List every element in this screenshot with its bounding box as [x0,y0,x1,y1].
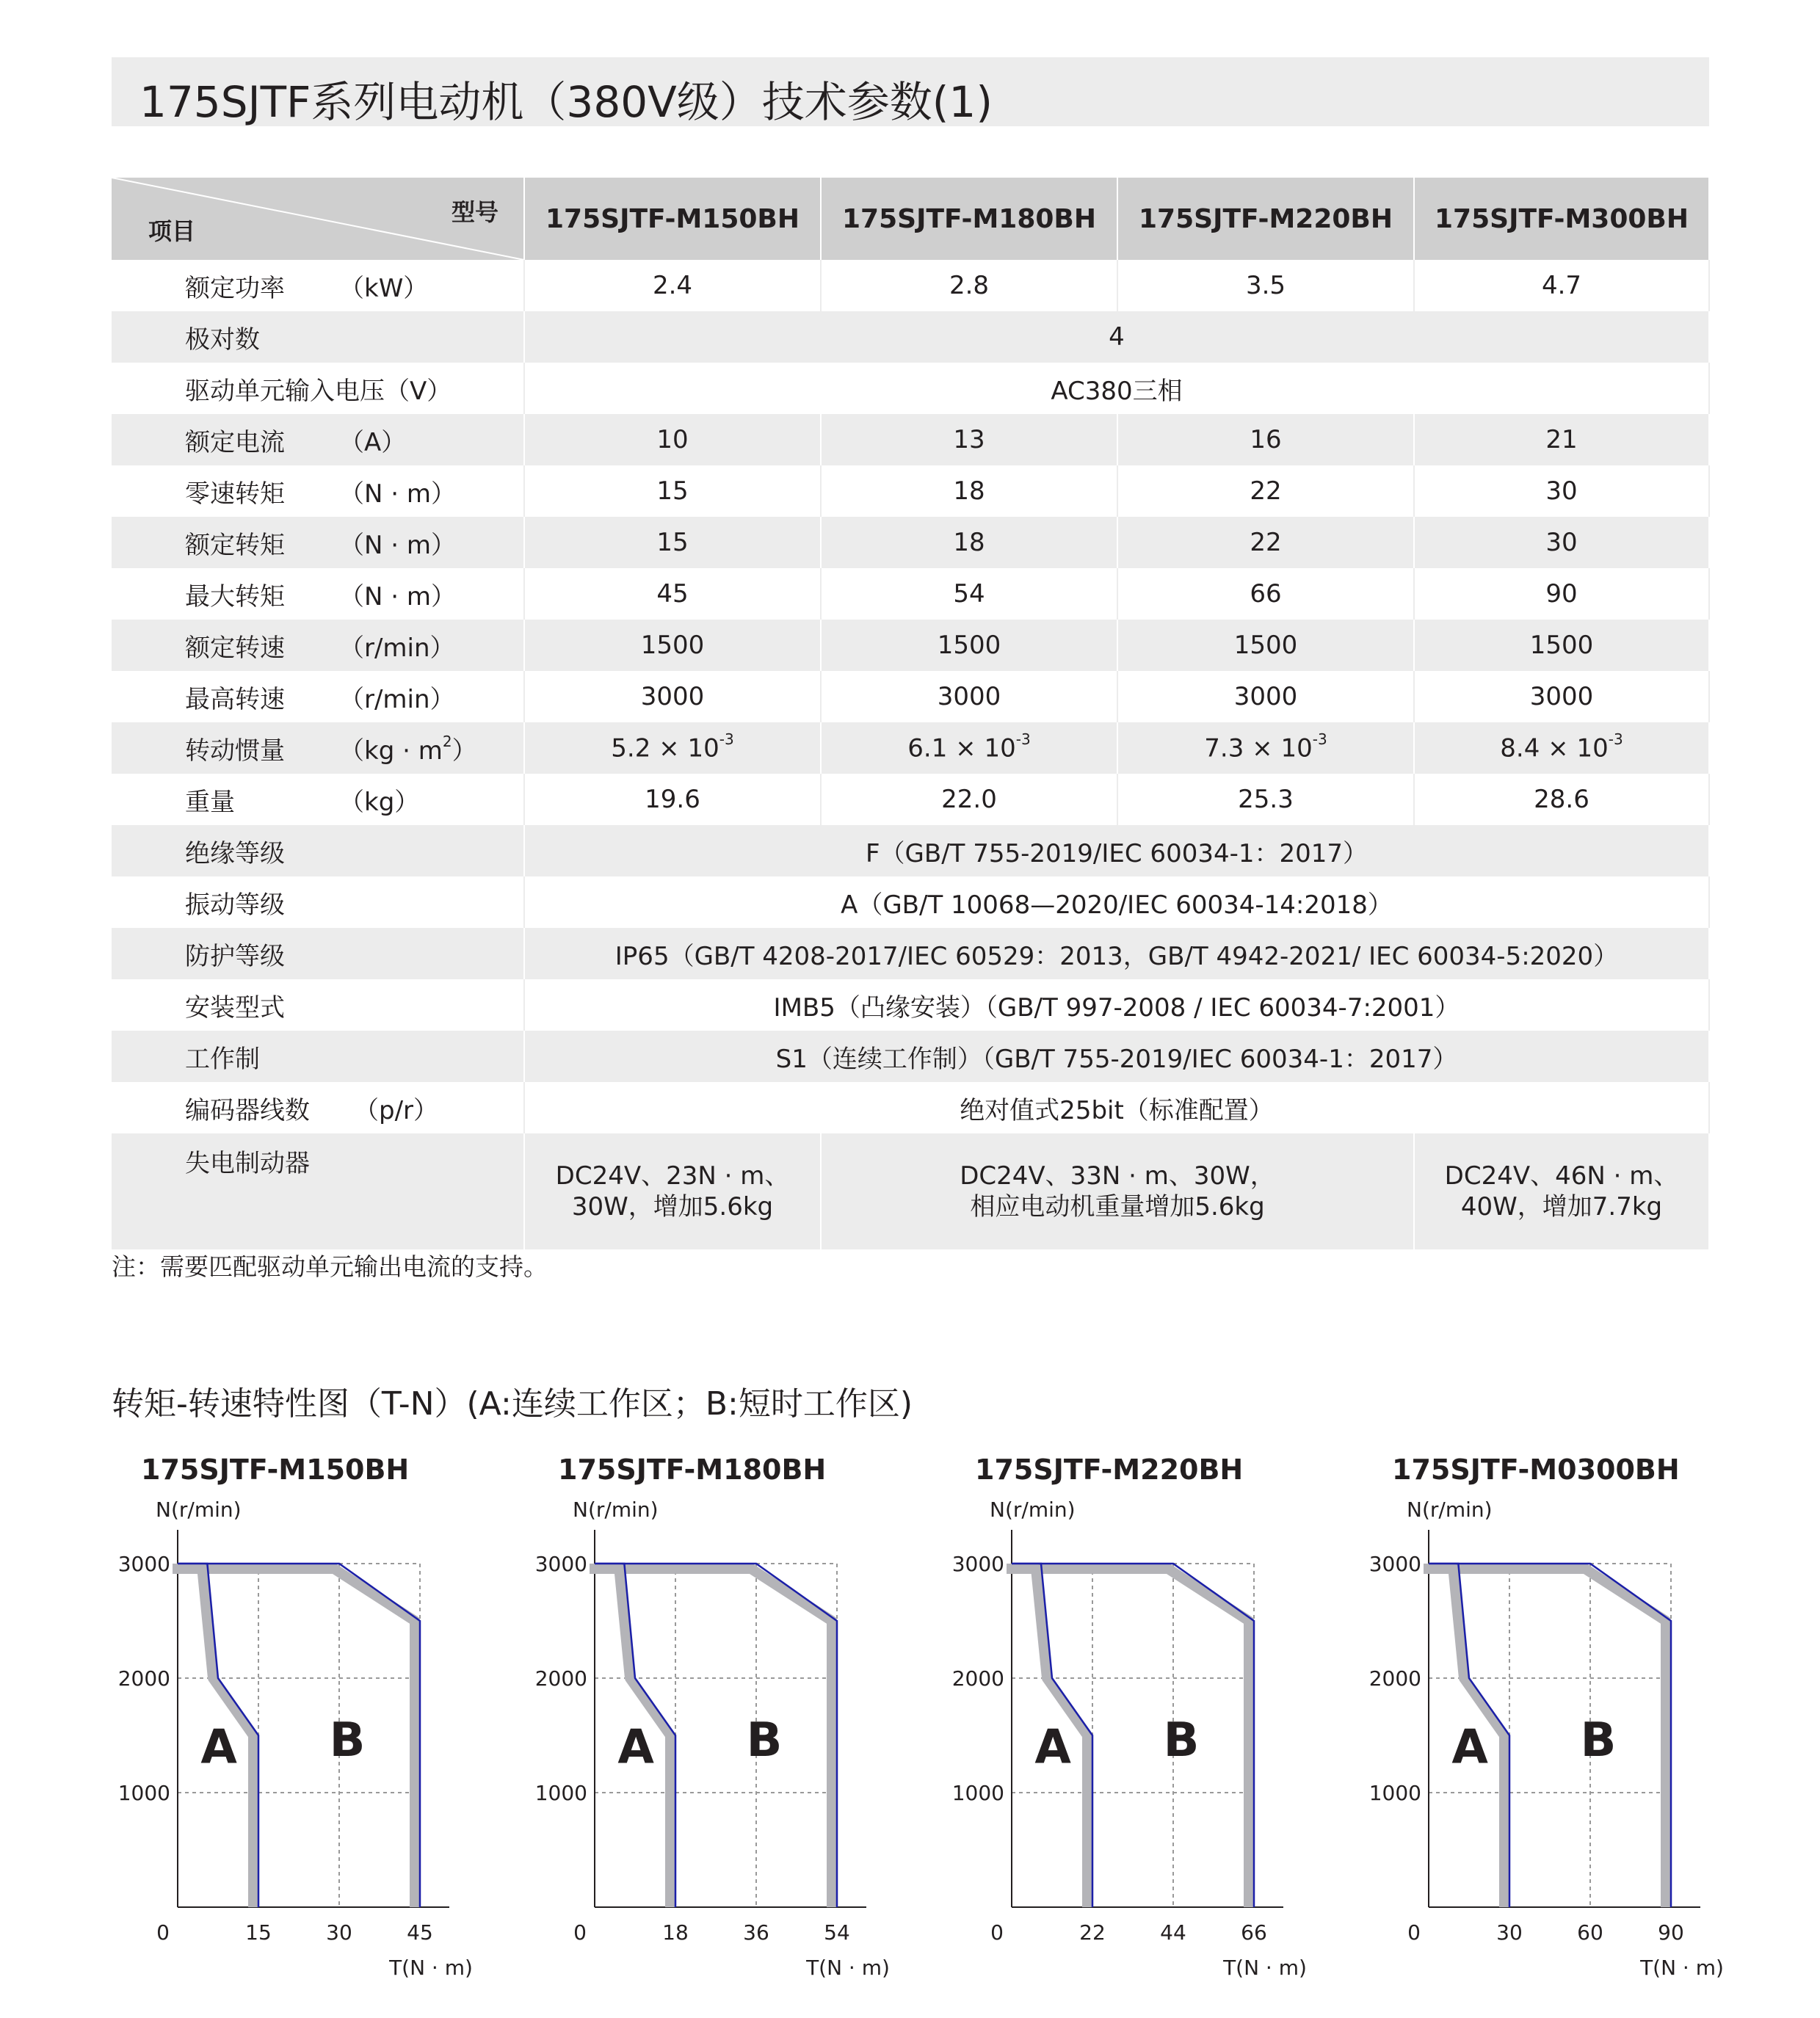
corner-cell [112,178,524,260]
cell: $5.2 \times 10^{-3}$ [524,722,821,774]
cell: 1500 [1414,620,1709,671]
table-row [112,722,1709,774]
row-label: 工作制 [112,1031,524,1082]
table-row [112,465,1709,517]
row-label: 绝缘等级 [112,825,524,876]
cell: 54 [821,568,1117,620]
cell: 1500 [524,620,821,671]
cell: 3000 [1414,671,1709,722]
cell: 22 [1117,465,1414,517]
x-tick-label: 90 [1658,1920,1684,1945]
x-tick-label: 45 [407,1920,433,1945]
cell: F（GB/T 755-2019/IEC 60034-1：2017） [524,825,1709,876]
x-tick-label: 0 [156,1920,170,1945]
cell: 3000 [821,671,1117,722]
cell: IP65（GB/T 4208-2017/IEC 60529：2013，GB/T 4942-2021/ IEC 60034-5:2020） [524,928,1709,979]
y-tick-label: 2000 [534,1666,587,1691]
y-axis-label: N(r/min) [990,1498,1076,1522]
page-title: 175SJTF系列电动机（380V级）技术参数(1) [139,77,993,127]
cell: DC24V、33N · m、30W， 相应电动机重量增加5.6kg [821,1133,1414,1249]
row-label: 额定转速 （r/min） [112,620,524,671]
y-axis-label: N(r/min) [573,1498,659,1522]
table-row [112,928,1709,979]
row-label: 安装型式 [112,979,524,1031]
table-header-row [112,178,1709,260]
row-label: 失电制动器 [112,1133,524,1249]
cell: 2.4 [524,260,821,311]
x-tick-label: 0 [573,1920,587,1945]
table-row [112,260,1709,311]
cell: 30 [1414,517,1709,568]
cell: 19.6 [524,774,821,825]
row-label: 额定电流 （A） [112,414,524,465]
table-row [112,620,1709,671]
cell: 1500 [821,620,1117,671]
y-axis-label: N(r/min) [1407,1498,1493,1522]
table-row [112,876,1709,928]
cell: 22 [1117,517,1414,568]
footnote: 注：需要匹配驱动单元输出电流的支持。 [112,1252,548,1281]
row-label: 防护等级 [112,928,524,979]
region-b-label: B [746,1713,783,1768]
x-axis-label: T(N · m) [1640,1956,1724,1979]
region-a-label: A [617,1720,654,1775]
table-row [112,517,1709,568]
row-label: 额定功率 （kW） [112,260,524,311]
cell: 66 [1117,568,1414,620]
y-tick-label: 3000 [117,1552,170,1576]
cell: 4 [524,311,1709,363]
table-row [112,979,1709,1031]
region-b-label: B [329,1713,366,1768]
cell: 10 [524,414,821,465]
table-row [112,363,1709,414]
table-row [112,568,1709,620]
row-label: 振动等级 [112,876,524,928]
tn-chart [946,1451,1327,1979]
table-row [112,414,1709,465]
x-axis-label: T(N · m) [1223,1956,1307,1979]
cell: 16 [1117,414,1414,465]
region-a-label: A [1034,1720,1071,1775]
model-header: 175SJTF-M150BH [524,178,821,260]
cell: 25.3 [1117,774,1414,825]
row-label: 额定转矩 （N · m） [112,517,524,568]
y-tick-label: 2000 [951,1666,1004,1691]
x-axis-label: T(N · m) [389,1956,473,1979]
x-tick-label: 30 [1496,1920,1523,1945]
cell: 1500 [1117,620,1414,671]
x-tick-label: 60 [1577,1920,1603,1945]
region-b-label: B [1580,1713,1617,1768]
table-row [112,1082,1709,1133]
cell: 4.7 [1414,260,1709,311]
spec-table [112,178,1710,1249]
x-tick-label: 30 [326,1920,352,1945]
y-tick-label: 1000 [951,1781,1004,1805]
table-row [112,671,1709,722]
y-tick-label: 3000 [1368,1552,1421,1576]
chart-svg [112,1451,493,1979]
cell: 90 [1414,568,1709,620]
table-row [112,774,1709,825]
cell: 21 [1414,414,1709,465]
chart-heading: 转矩-转速特性图（T-N）(A:连续工作区；B:短时工作区) [112,1385,913,1423]
table-row [112,1031,1709,1082]
cell: 28.6 [1414,774,1709,825]
region-a-label: A [200,1720,237,1775]
region-b-label: B [1163,1713,1200,1768]
y-tick-label: 3000 [951,1552,1004,1576]
y-tick-label: 2000 [117,1666,170,1691]
row-label: 重量 （kg） [112,774,524,825]
cell: 30 [1414,465,1709,517]
corner-model-label: 型号 [451,198,498,226]
cell: 15 [524,465,821,517]
cell: DC24V、46N · m、 40W，增加7.7kg [1414,1133,1709,1249]
tn-chart [1363,1451,1744,1979]
chart-title: 175SJTF-M180BH [558,1453,827,1486]
x-tick-label: 44 [1160,1920,1186,1945]
cell: 45 [524,568,821,620]
row-label: 零速转矩 （N · m） [112,465,524,517]
row-label: 最大转矩 （N · m） [112,568,524,620]
cell: IMB5（凸缘安装）（GB/T 997-2008 / IEC 60034-7:2001） [524,979,1709,1031]
region-a-label: A [1451,1720,1488,1775]
y-tick-label: 1000 [534,1781,587,1805]
cell: A（GB/T 10068—2020/IEC 60034-14:2018） [524,876,1709,928]
y-tick-label: 3000 [534,1552,587,1576]
cell: $6.1 \times 10^{-3}$ [821,722,1117,774]
model-header: 175SJTF-M180BH [821,178,1117,260]
x-tick-label: 18 [662,1920,689,1945]
cell: 22.0 [821,774,1117,825]
chart-title: 175SJTF-M0300BH [1392,1453,1680,1486]
cell: 3.5 [1117,260,1414,311]
x-tick-label: 54 [824,1920,850,1945]
cell: 18 [821,465,1117,517]
y-axis-label: N(r/min) [156,1498,242,1522]
x-axis-label: T(N · m) [806,1956,890,1979]
title-bar [112,57,1709,126]
cell: 3000 [1117,671,1414,722]
row-label: 驱动单元输入电压（V） [112,363,524,414]
cell: 3000 [524,671,821,722]
tn-chart [112,1451,493,1979]
corner-item-label: 项目 [148,217,196,245]
model-header: 175SJTF-M220BH [1117,178,1414,260]
row-label: 编码器线数 （p/r） [112,1082,524,1133]
row-label: 转动惯量 $(kg \cdot m^2)$ [112,722,524,774]
table-row [112,825,1709,876]
y-tick-label: 1000 [117,1781,170,1805]
cell: $8.4 \times 10^{-3}$ [1414,722,1709,774]
chart-title: 175SJTF-M150BH [141,1453,410,1486]
chart-svg [1363,1451,1744,1979]
x-tick-label: 66 [1241,1920,1267,1945]
row-label: 最高转速 （r/min） [112,671,524,722]
y-tick-label: 1000 [1368,1781,1421,1805]
cell: 15 [524,517,821,568]
chart-svg [529,1451,910,1979]
y-tick-label: 2000 [1368,1666,1421,1691]
cell: 13 [821,414,1117,465]
tn-chart [529,1451,910,1979]
x-tick-label: 22 [1079,1920,1106,1945]
cell: AC380三相 [524,363,1709,414]
cell: 2.8 [821,260,1117,311]
table-row [112,311,1709,363]
cell: $7.3 \times 10^{-3}$ [1117,722,1414,774]
cell: 18 [821,517,1117,568]
cell: S1（连续工作制）（GB/T 755-2019/IEC 60034-1：2017） [524,1031,1709,1082]
x-tick-label: 36 [743,1920,769,1945]
table-row [112,1133,1709,1249]
x-tick-label: 15 [245,1920,272,1945]
chart-title: 175SJTF-M220BH [975,1453,1244,1486]
chart-svg [946,1451,1327,1979]
model-header: 175SJTF-M300BH [1414,178,1709,260]
row-label: 极对数 [112,311,524,363]
cell: DC24V、23N · m、 30W，增加5.6kg [524,1133,821,1249]
x-tick-label: 0 [1407,1920,1421,1945]
x-tick-label: 0 [990,1920,1004,1945]
cell: 绝对值式25bit（标准配置） [524,1082,1709,1133]
